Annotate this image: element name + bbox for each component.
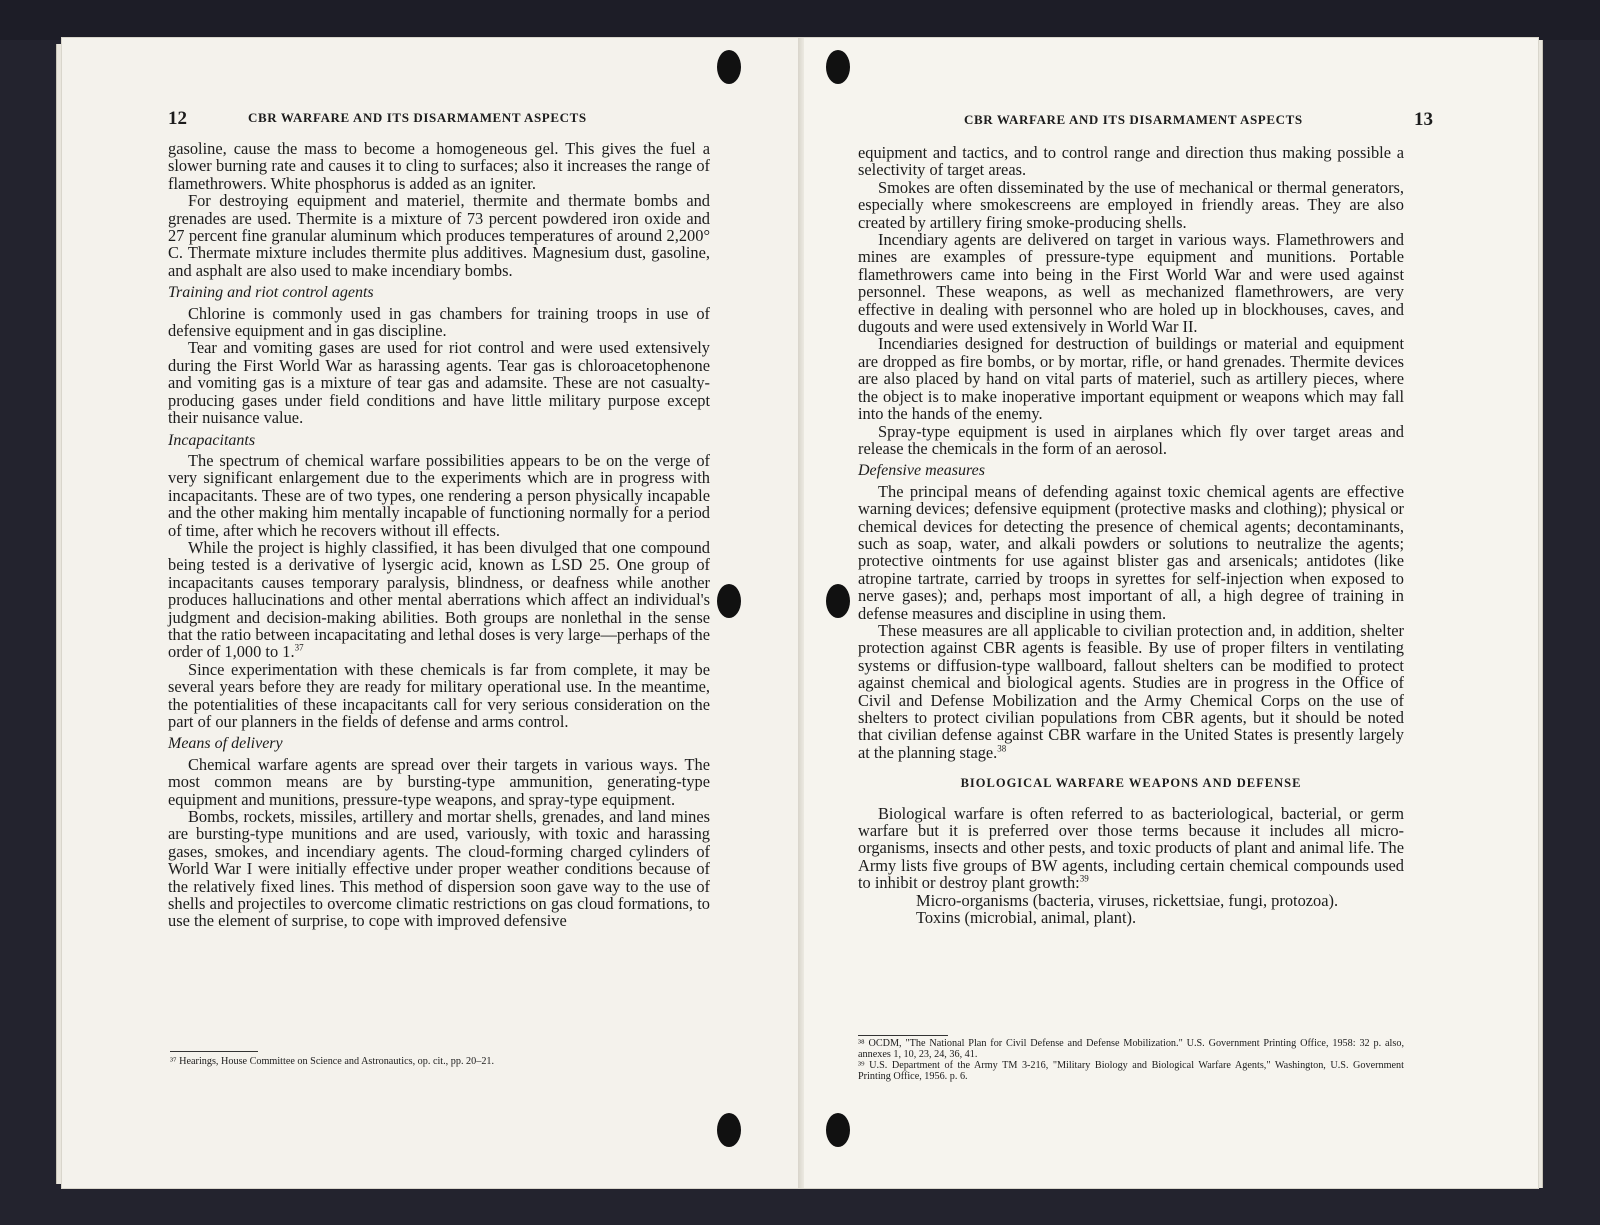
right-page xyxy=(800,38,1538,1188)
paragraph: equipment and tactics, and to control range and direction thus making possible a selectivity of target areas. xyxy=(858,143,1404,180)
footnotes xyxy=(170,1056,710,1067)
punch-hole xyxy=(717,1113,741,1147)
footnote: ³⁷ Hearings, House Committee on Science and Astronautics, op. cit., pp. 20–21. xyxy=(170,1056,495,1067)
section-heading: BIOLOGICAL WARFARE WEAPONS AND DEFENSE xyxy=(960,776,1302,791)
subheading: Defensive measures xyxy=(858,462,985,480)
paragraph: gasoline, cause the mass to become a homogeneous gel. This gives the fuel a slower burning rate and causes it to cling to surfaces; also it increases the range of flamethrowers. White phosphorus is added as an igniter. xyxy=(168,139,710,193)
page-number: 13 xyxy=(1414,109,1433,130)
paragraph: Spray-type equipment is used in airplanes which fly over target areas and release the chemicals in the form of an aerosol. xyxy=(858,421,1404,458)
paragraph: For destroying equipment and materiel, thermite and thermate bombs and grenades are used. Thermite is a mixture of 73 percent powdered iron oxide and 27 percent fine granular aluminum which produces temperatures of around 2,200° C. Thermate mixture includes thermite plus additives. Magnesium dust, gasoline, and asphalt are also used to make incendiary bombs. xyxy=(168,191,710,280)
page-number: 12 xyxy=(168,108,187,129)
footnote-rule xyxy=(170,1051,258,1052)
paragraph-text: These measures are all applicable to civilian protection and, in addition, shelter protection against CBR agents is feasible. By use of proper filters in ventilating systems or diffusion-type wallboard, fallout shelters can be modified to protect against chemical and biological agents. Studies are in progress in the Office of Civil and Defense Mobilization and the Army Chemical Corps on the use of shelters to protect civilian populations from CBR agents, but it should be noted that civilian defense against CBR warfare in the United States is presently largely at the planning stage. xyxy=(858,620,1404,762)
footnotes xyxy=(858,1038,1404,1082)
list-item: Micro-organisms (bacteria, viruses, rickettsiae, fungi, protozoa). xyxy=(916,890,1339,910)
background xyxy=(0,0,1600,40)
paragraph: The spectrum of chemical warfare possibilities appears to be on the verge of very significant enlargement due to the experiments which are in progress with incapacitants. These are of two types, one rendering a person physically incapable and the other making him mentally incapable of functioning normally for a period of time, after which he recovers without ill effects. xyxy=(168,450,710,540)
book-gutter xyxy=(798,38,804,1188)
paragraph xyxy=(168,539,710,661)
punch-hole xyxy=(826,50,850,84)
punch-hole xyxy=(826,1113,850,1147)
subheading: Incapacitants xyxy=(168,431,256,449)
paragraph: Tear and vomiting gases are used for riot control and were used extensively during the First World War as harassing agents. Tear gas is chloroacetophenone and vomiting gas is a mixture of tear gas and adamsite. These are not casualty-producing gases under field conditions and have little military purpose except their nuisance value. xyxy=(168,338,710,428)
running-head: CBR WARFARE AND ITS DISARMAMENT ASPECTS xyxy=(248,110,587,125)
running-head: CBR WARFARE AND ITS DISARMAMENT ASPECTS xyxy=(964,112,1303,127)
subheading: Training and riot control agents xyxy=(168,284,374,302)
paragraph: Smokes are often disseminated by the use of mechanical or thermal generators, especially where smokescreens are employed in friendly areas. They are also created by artillery firing smoke-producing shells. xyxy=(858,177,1404,232)
paragraph-text: While the project is highly classified, it has been divulged that one compound being tested is a derivative of lysergic acid, known as LSD 25. One group of incapacitants causes temporary paralysis, blindness, or deafness while another produces hallucinations and other mental aberrations which affect an individual's judgment and decision-making abilities. Both groups are nonlethal in the sense that the ratio between incapacitating and lethal doses is very large—perhaps of the order of 1,000 to 1. xyxy=(168,537,710,662)
paragraph xyxy=(858,622,1404,761)
footnote-ref: 39 xyxy=(1079,873,1089,884)
punch-hole xyxy=(717,584,741,618)
left-body xyxy=(168,140,710,930)
paragraph: Bombs, rockets, missiles, artillery and mortar shells, grenades, and land mines are bursting-type munitions and are used, variously, with toxic and harassing gases, smokes, and incendiary agents. The cloud-forming charged cylinders of World War I were initially effective under proper weather conditions because of the relatively fixed lines. This method of dispersion soon gave way to the use of shells and projectiles to overcome climatic restrictions on gas cloud formations, to use the element of surprise, to cope with improved defensive xyxy=(168,807,710,931)
footnote-ref: 38 xyxy=(997,743,1007,754)
paragraph: Incendiaries designed for destruction of buildings or material and equipment are dropped as fire bombs, or by mortar, rifle, or hand grenades. Thermite devices are also placed by hand on vital parts of materiel, such as artillery pieces, where the object is to make inoperative important equipment or weapons which may fall into the hands of the enemy. xyxy=(858,334,1404,424)
paragraph: Incendiary agents are delivered on target in various ways. Flamethrowers and mines are examples of pressure-type equipment and munitions. Portable flamethrowers came into being in the First World War and were used against personnel. These weapons, as well as mechanized flamethrowers, are very effective in dealing with personnel who are holed up in blockhouses, caves, and dugouts and were used extensively in World War II. xyxy=(858,230,1404,337)
paragraph-text: Biological warfare is often referred to as bacteriological, bacterial, or germ warfare but it is preferred over those terms because it includes all micro-organisms, insects and other pests, and toxic products of plant and animal life. The Army lists five groups of BW agents, including certain chemical compounds used to inhibit or destroy plant growth: xyxy=(858,803,1404,893)
footnote: ³⁸ OCDM, "The National Plan for Civil Defense and Defense Mobilization." U.S. Government Printing Office, 1958: 32 p. also, annexes 1, 10, 23, 24, 36, 41. xyxy=(858,1038,1404,1060)
left-page xyxy=(62,38,802,1188)
paragraph xyxy=(858,805,1404,892)
paragraph: Since experimentation with these chemicals is far from complete, it may be several years before they are ready for military operational use. In the meantime, the potentialities of these incapacitants call for very serious consideration on the part of our planners in the fields of defense and arms control. xyxy=(168,659,710,731)
footnote-rule xyxy=(858,1035,948,1036)
right-body xyxy=(858,144,1404,926)
paragraph: Chlorine is commonly used in gas chambers for training troops in use of defensive equipment and in gas discipline. xyxy=(168,303,710,341)
paragraph: The principal means of defending against toxic chemical agents are effective warning devices; defensive equipment (protective masks and clothing); physical or chemical devices for detecting the presence of chemical agents; decontaminants, such as soap, water, and alkali powders or solutions to neutralize the agents; protective ointments for use against blister gas and arsenicals; antidotes (like atropine tartrate, carried by troops in syrettes for self-injection when exposed to nerve gases); and, perhaps most important of all, a high degree of training in defense measures and discipline in using them. xyxy=(858,481,1404,623)
subheading: Means of delivery xyxy=(168,735,283,753)
footnote: ³⁹ U.S. Department of the Army TM 3-216, "Military Biology and Biological Warfare Agents," Washington, U.S. Government Printing Office, 1956. p. 6. xyxy=(858,1060,1404,1082)
paragraph: Chemical warfare agents are spread over their targets in various ways. The most common means are by bursting-type ammunition, generating-type equipment and munitions, pressure-type weapons, and spray-type equipment. xyxy=(168,754,710,809)
list-item: Toxins (microbial, animal, plant). xyxy=(916,908,1137,928)
punch-hole xyxy=(717,50,741,84)
punch-hole xyxy=(826,584,850,618)
footnote-ref: 37 xyxy=(294,642,304,653)
